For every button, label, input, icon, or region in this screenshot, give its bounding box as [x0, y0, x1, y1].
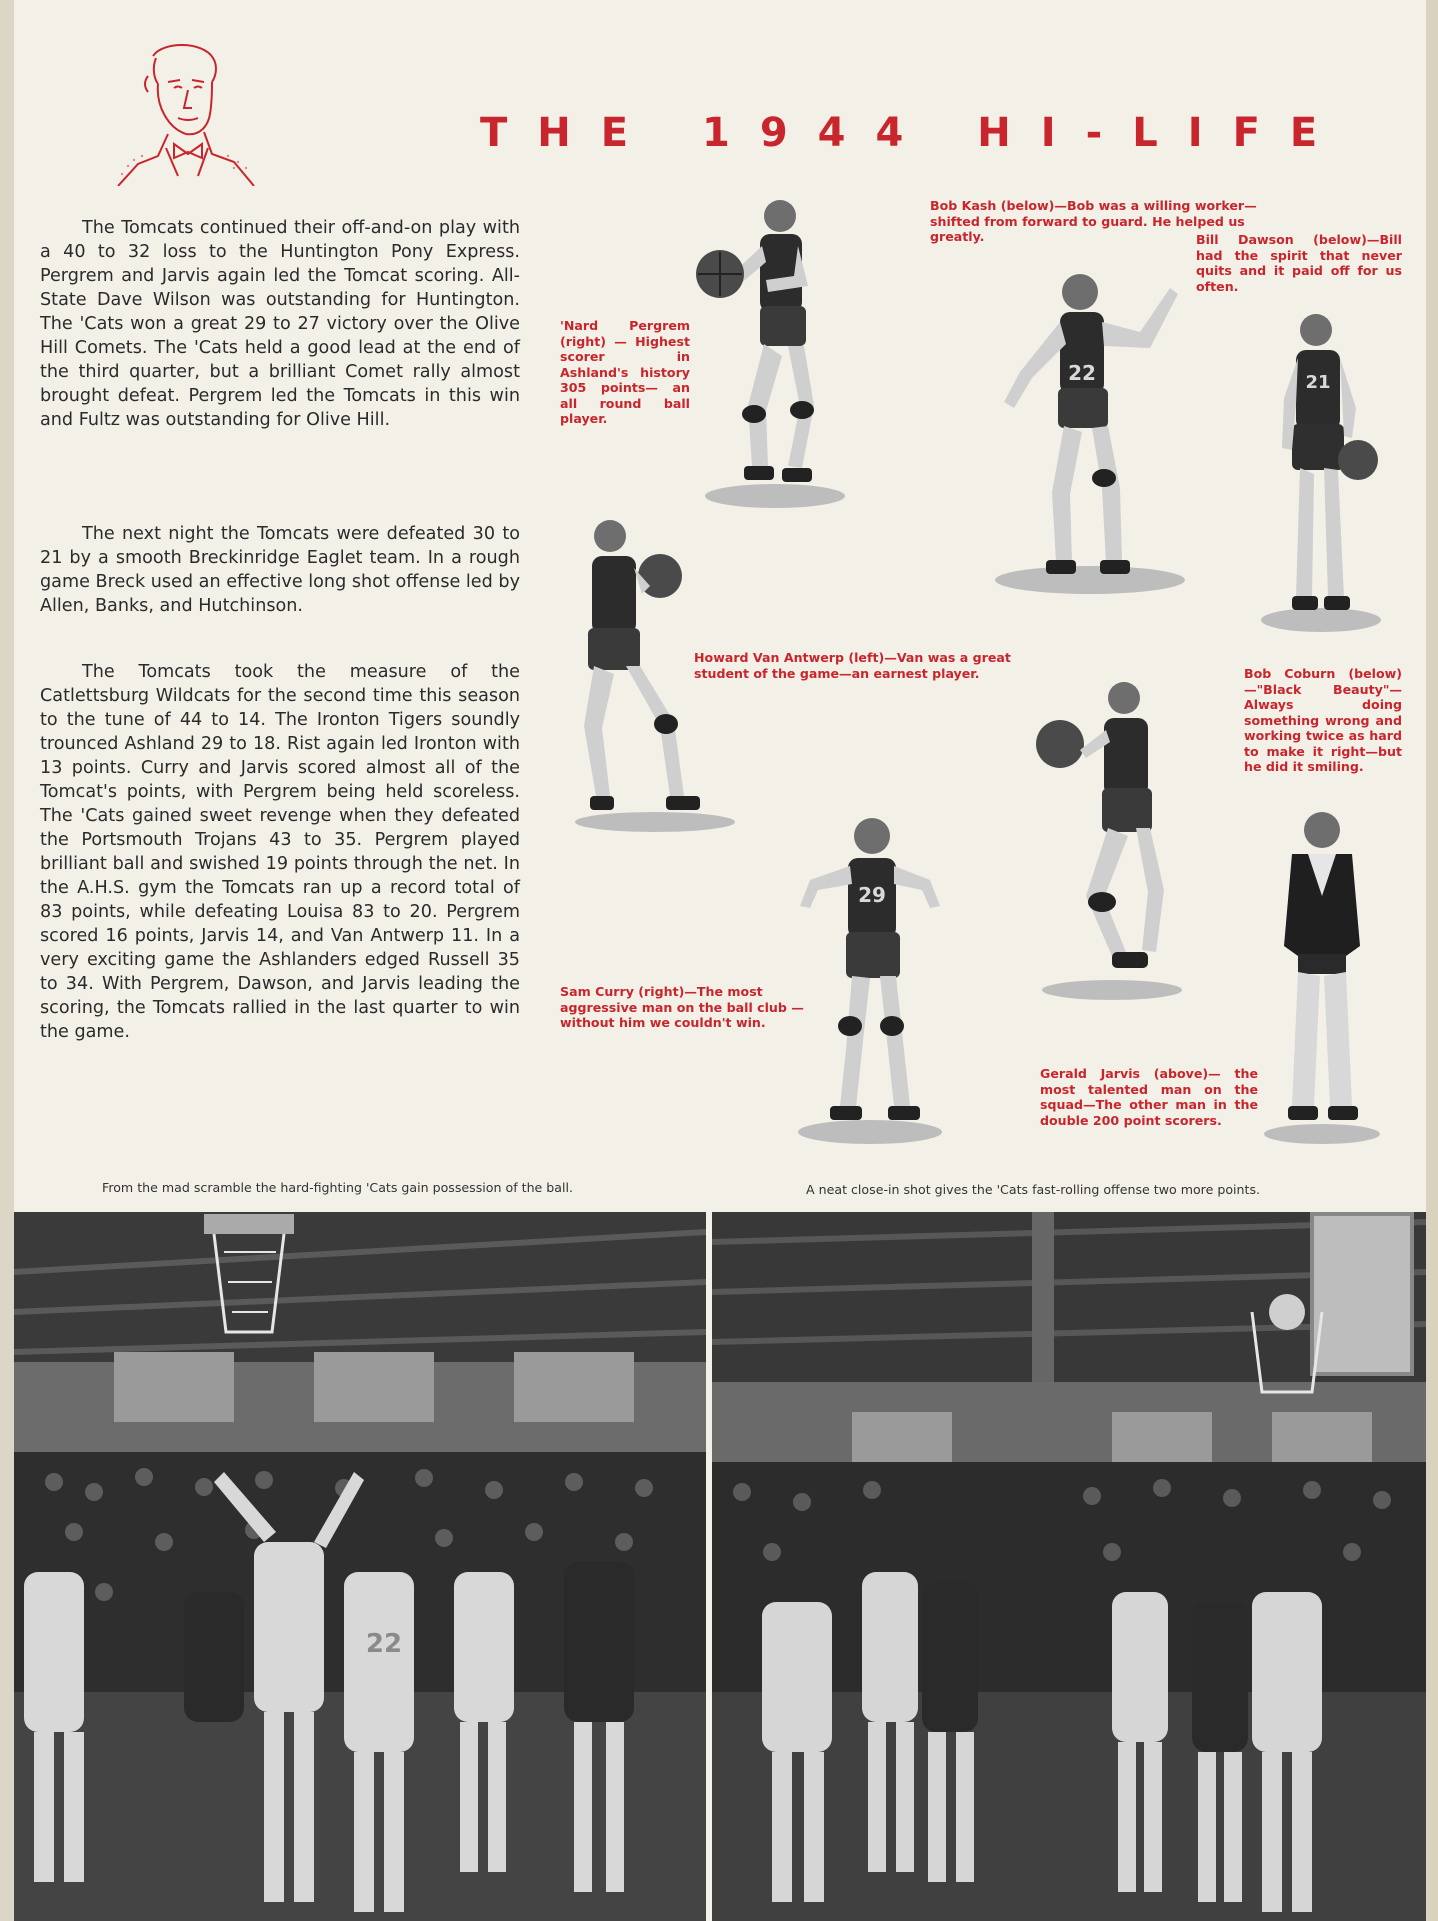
player-photo-kash	[980, 262, 1200, 598]
caption-pergrem: 'Nard Pergrem (right) — Highest scorer in Ashland's history 305 points— an all round ball player.	[560, 318, 690, 426]
page-title: THE 1944 HI-LIFE	[480, 110, 1348, 156]
photo-caption-left: From the mad scramble the hard-fighting 'Cats gain possession of the ball.	[102, 1180, 574, 1195]
caption-curry: Sam Curry (right)—The most aggressive man on the ball club —without him we couldn't win.	[560, 984, 804, 1030]
page-edge-left	[0, 0, 14, 1921]
caption-dawson: Bill Dawson (below)—Bill had the spirit that never quits and it paid off for us often.	[1196, 232, 1402, 294]
photo-caption-right: A neat close-in shot gives the 'Cats fast-rolling offense two more points.	[806, 1182, 1261, 1197]
photo-jersey-number: 22	[365, 1629, 403, 1659]
caption-jarvis: Gerald Jarvis (above)— the most talented man on the squad—The other man in the double 200 point scorers.	[1040, 1066, 1258, 1128]
paragraph-text: The next night the Tomcats were defeated 30 to 21 by a smooth Breckinridge Eaglet team. In a rough game Breck used an effective long shot offense led by Allen, Banks, and Hutchinson.	[40, 524, 520, 616]
jersey-number: 29	[858, 883, 886, 907]
player-photo-curry	[790, 810, 950, 1146]
player-photo-jarvis	[1262, 806, 1382, 1146]
article-paragraph-2	[40, 522, 520, 618]
caption-coburn: Bob Coburn (below) —"Black Beauty"— Always doing something wrong and working twice as hard to make it right—but he did it smiling.	[1244, 666, 1402, 774]
game-photo-right	[712, 1212, 1426, 1921]
player-photo-dawson	[1256, 308, 1386, 634]
game-photo-left	[14, 1212, 706, 1921]
paragraph-text: The Tomcats continued their off-and-on play with a 40 to 32 loss to the Huntington Pony Express. Pergrem and Jarvis again led the Tomcat scoring. All-State Dave Wilson was outstanding for Huntington. The 'Cats won a great 29 to 27 victory over the Olive Hill Comets. The 'Cats held a good lead at the end of the third quarter, but a brilliant Comet rally almost brought defeat. Pergrem led the Tomcats in this win and Fultz was outstanding for Olive Hill.	[40, 218, 520, 430]
caption-van-antwerp: Howard Van Antwerp (left)—Van was a great student of the game—an earnest player.	[694, 650, 1011, 681]
jersey-number: 22	[1068, 361, 1096, 385]
player-photo-coburn	[1032, 676, 1192, 1002]
article-paragraph-3	[40, 660, 520, 1044]
caricature-sketch-icon	[108, 36, 258, 186]
caption-kash: Bob Kash (below)—Bob was a willing worker—shifted from forward to guard. He helped us greatly.	[930, 198, 1257, 244]
jersey-number: 21	[1305, 372, 1331, 393]
paragraph-text: The Tomcats took the measure of the Catlettsburg Wildcats for the second time this season to the tune of 44 to 14. The Ironton Tigers soundly trounced Ashland 29 to 18. Rist again led Ironton with 13 points. Curry and Jarvis scored almost all of the Tomcat's points, with Pergrem being held scoreless. The 'Cats gained sweet revenge when they defeated the Portsmouth Trojans 43 to 35. Pergrem played brilliant ball and swished 19 points through the net. In the A.H.S. gym the Tomcats ran up a record total of 83 points, while defeating Louisa 83 to 20. Pergrem scored 16 points, Jarvis 14, and Van Antwerp 11. In a very exciting game the Ashlanders edged Russell 35 to 34. With Pergrem, Dawson, and Jarvis leading the scoring, the Tomcats rallied in the last quarter to win the game.	[40, 662, 520, 1042]
page-edge-right	[1426, 0, 1438, 1921]
article-paragraph-1	[40, 216, 520, 432]
player-photo-pergrem	[690, 196, 850, 516]
